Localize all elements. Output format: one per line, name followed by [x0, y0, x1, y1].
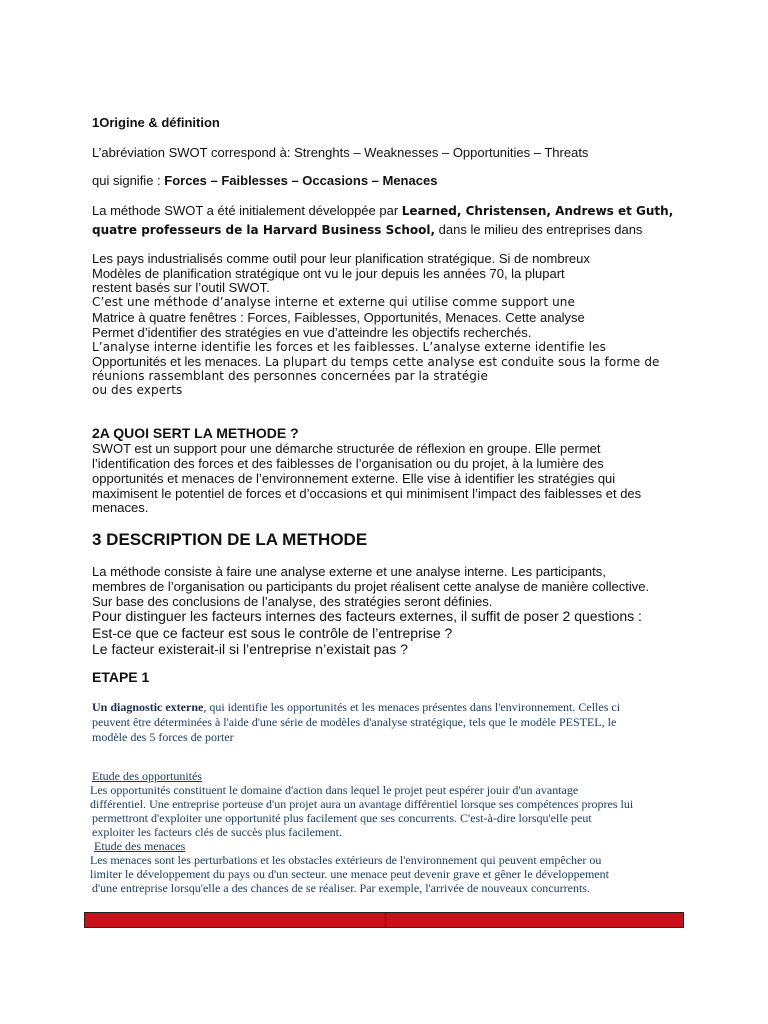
- para-line: La méthode consiste à faire une analyse externe et une analyse interne. Les participants,: [92, 564, 606, 579]
- harvard-line: [92, 222, 642, 238]
- etape1-heading: ETAPE 1: [92, 669, 150, 685]
- harvard-bold: quatre professeurs de la Harvard Business School,: [92, 223, 436, 237]
- harvard-rest: dans le milieu des entreprises dans: [435, 222, 643, 237]
- para-line: L’analyse interne identifie les forces et les faiblesses. L’analyse externe identifie les: [92, 340, 606, 354]
- section3-heading: 3 DESCRIPTION DE LA METHODE: [92, 530, 368, 549]
- para-line-a: Opportunités et les menaces.: [92, 354, 262, 369]
- para-line: C’est une méthode d’analyse interne et externe qui utilise comme support une: [92, 295, 575, 309]
- diagnostic-line: peuvent être déterminées à l'aide d'une série de modèles d'analyse stratégique, tels que le modèle PESTEL, le: [92, 715, 617, 729]
- authors-line: [92, 203, 673, 219]
- para-line: restent basés sur l’outil SWOT.: [92, 280, 270, 295]
- opportunities-title: Etude des opportunités: [92, 769, 202, 783]
- para-line: Pour distinguer les facteurs internes des facteurs externes, il suffit de poser 2 questions :: [92, 608, 642, 624]
- diagnostic-line: [92, 700, 620, 715]
- authors-prefix: La méthode SWOT a été initialement développée par: [92, 203, 402, 218]
- para-line: Matrice à quatre fenêtres : Forces, Faiblesses, Opportunités, Menaces. Cette analyse: [92, 310, 585, 325]
- swot-meaning-bold: Forces – Faiblesses – Occasions – Menaces: [164, 173, 438, 188]
- threats-line: limiter le développement du pays ou d'un secteur. une menace peut devenir grave et gêner le développement: [90, 867, 609, 881]
- swot-table-header: [84, 912, 684, 928]
- threats-line: Les menaces sont les perturbations et les obstacles extérieurs de l'environnement qui peuvent empêcher ou: [90, 853, 602, 867]
- threats-title: Etude des menaces: [94, 839, 186, 853]
- diagnostic-rest: , qui identifie les opportunités et les menaces présentes dans l'environnement. Celles ci: [203, 700, 621, 714]
- diagnostic-bold: Un diagnostic externe: [92, 700, 204, 714]
- para-line: opportunités et menaces de l’environnement externe. Elle vise à identifier les stratégies qui: [92, 471, 616, 486]
- diagnostic-line: modèle des 5 forces de porter: [92, 730, 234, 744]
- para-line: membres de l’organisation ou participants du projet réalisent cette analyse de manière collective.: [92, 579, 650, 594]
- opportunities-line: Les opportunités constituent le domaine d'action dans lequel le projet peut espérer jouir d'un avantage: [90, 783, 579, 797]
- para-line: l’identification des forces et des faiblesses de l’organisation ou du projet, à la lumière des: [92, 456, 604, 471]
- para-line: Les pays industrialisés comme outil pour leur planification stratégique. Si de nombreux: [92, 251, 590, 266]
- swot-meaning-line: [92, 173, 437, 188]
- para-line: Permet d’identifier des stratégies en vue d’atteindre les objectifs recherchés.: [92, 325, 532, 340]
- threats-line: d'une entreprise lorsqu'elle a des chances de se réaliser. Par exemple, l'arrivée de nouveaux concurrents.: [92, 881, 590, 895]
- para-line: menaces.: [92, 500, 149, 515]
- para-line: ou des experts: [92, 383, 183, 397]
- opportunities-line: différentiel. Une entreprise porteuse d'un projet aura un avantage différentiel lorsque ses compétences propres lui: [90, 797, 634, 811]
- table-header-cell-right: [386, 913, 683, 927]
- swot-abbreviation-line: L’abréviation SWOT correspond à: Strenghts – Weaknesses – Opportunities – Threats: [92, 145, 589, 160]
- para-line: Sur base des conclusions de l’analyse, des stratégies seront définies.: [92, 594, 493, 609]
- para-line: maximisent le potentiel de forces et d’occasions et qui minimisent l’impact des faiblesses et des: [92, 486, 642, 501]
- para-line: Modèles de planification stratégique ont vu le jour depuis les années 70, la plupart: [92, 266, 565, 281]
- para-line: réunions rassemblant des personnes concernées par la stratégie: [92, 369, 488, 383]
- opportunities-line: permettront d'exploiter une opportunité plus facilement que ses concurrents. C'est-à-dire lorsqu'elle peut: [92, 811, 592, 825]
- para-line-b: La plupart du temps cette analyse est conduite sous la forme de: [261, 355, 660, 369]
- question-line: Le facteur existerait-il si l’entreprise n’existait pas ?: [92, 641, 408, 657]
- authors-names: Learned, Christensen, Andrews et Guth,: [401, 204, 674, 218]
- swot-meaning-prefix: qui signifie :: [92, 173, 165, 188]
- table-header-cell-left: [85, 913, 386, 927]
- question-line: Est-ce que ce facteur est sous le contrôle de l’entreprise ?: [92, 625, 453, 641]
- para-line: SWOT est un support pour une démarche structurée de réflexion en groupe. Elle permet: [92, 441, 601, 456]
- section1-heading: 1Origine & définition: [92, 115, 220, 130]
- para-line: [92, 354, 660, 370]
- section2-heading: 2A QUOI SERT LA METHODE ?: [92, 425, 299, 441]
- opportunities-line: exploiter les facteurs clés de succès plus facilement.: [92, 825, 342, 839]
